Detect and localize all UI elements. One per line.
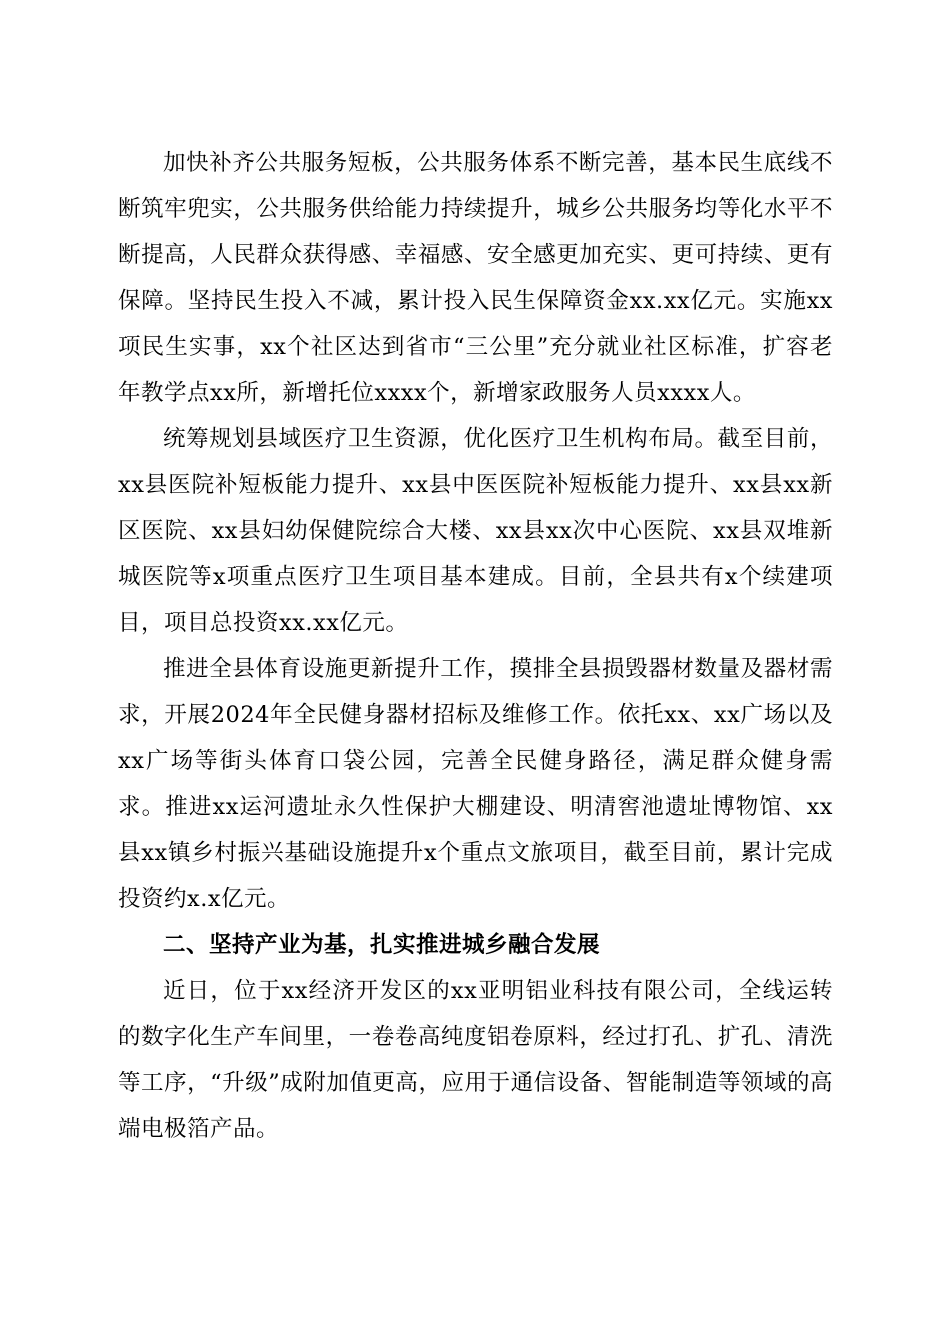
paragraph-medical-resources: 统筹规划县域医疗卫生资源，优化医疗卫生机构布局。截至目前，xx县医院补短板能力提升、xx县中医医院补短板能力提升、xx县xx新区医院、xx县妇幼保健院综合大楼、xx县xx次中心医院、xx县双堆新城医院等x项重点医疗卫生项目基本建成。目前，全县共有x个续建项目，项目总投资xx.xx亿元。 bbox=[118, 426, 833, 636]
paragraph-sports-facilities: 推进全县体育设施更新提升工作，摸排全县损毁器材数量及器材需求，开展2024年全民健身器材招标及维修工作。依托xx、xx广场以及xx广场等街头体育口袋公园，完善全民健身路径，满足群众健身需求。推进xx运河遗址永久性保护大棚建设、明清窖池遗址博物馆、xx县xx镇乡村振兴基础设施提升x个重点文旅项目，截至目前，累计完成投资约x.x亿元。 bbox=[118, 656, 833, 912]
paragraph-industry: 近日，位于xx经济开发区的xx亚明铝业科技有限公司，全线运转的数字化生产车间里，一卷卷高纯度铝卷原料，经过打孔、扩孔、清洗等工序，“升级”成附加值更高，应用于通信设备、智能制造等领域的高端电极箔产品。 bbox=[118, 978, 833, 1142]
document-body bbox=[118, 140, 833, 1152]
paragraph-public-services: 加快补齐公共服务短板，公共服务体系不断完善，基本民生底线不断筑牢兜实，公共服务供给能力持续提升，城乡公共服务均等化水平不断提高，人民群众获得感、幸福感、安全感更加充实、更可持续、更有保障。坚持民生投入不减，累计投入民生保障资金xx.xx亿元。实施xx项民生实事，xx个社区达到省市“三公里”充分就业社区标准，扩容老年教学点xx所，新增托位xxxx个，新增家政服务人员xxxx人。 bbox=[118, 150, 833, 406]
section-heading: 二、坚持产业为基，扎实推进城乡融合发展 bbox=[163, 932, 601, 958]
